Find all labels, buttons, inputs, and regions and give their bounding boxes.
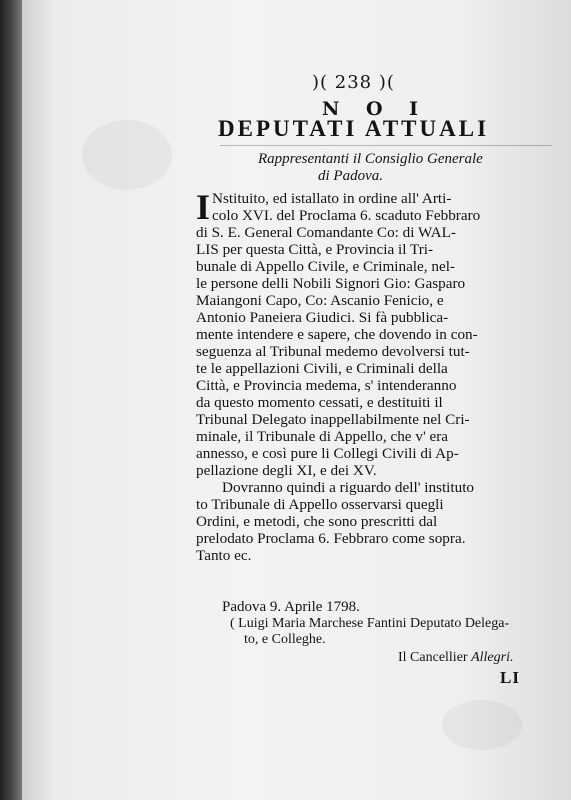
body-line: Maiangoni Capo, Co: Ascanio Fenicio, e xyxy=(196,292,444,309)
heading-noi: N O I xyxy=(322,98,429,120)
body-line: minale, il Tribunale di Appello, che v' era xyxy=(196,428,449,445)
signature-line-1: ( Luigi Maria Marchese Fantini Deputato Delega- xyxy=(230,616,510,631)
body-line: to Tribunale di Appello osservarsi quegli xyxy=(196,496,444,513)
body-line: annesso, e così pure li Collegi Civili di Ap- xyxy=(196,445,459,462)
body-line: Tribunal Delegato inappellabilmente nel Cri- xyxy=(196,411,470,428)
heading-rule xyxy=(220,145,552,146)
book-spine xyxy=(0,0,22,800)
page-stain xyxy=(82,120,172,190)
date-line: Padova 9. Aprile 1798. xyxy=(222,599,360,615)
body-line: Nstituito, ed istallato in ordine all' Arti- xyxy=(212,190,452,207)
body-line: Città, e Provincia medema, s' intenderanno xyxy=(196,377,457,394)
body-line: te le appellazioni Civili, e Criminali della xyxy=(196,360,448,377)
folio-signature: LI xyxy=(500,668,520,687)
page-stain xyxy=(442,700,522,750)
chancellor-signature xyxy=(398,650,513,666)
signature-line-2: to, e Colleghe. xyxy=(244,632,326,647)
body-line: prelodato Proclama 6. Febbraro come sopra. xyxy=(196,530,466,547)
chancellor-name: Allegri. xyxy=(471,650,514,665)
body-line: Tanto ec. xyxy=(196,547,252,564)
decree-body xyxy=(196,187,552,564)
body-line: di S. E. General Comandante Co: di WAL- xyxy=(196,224,456,241)
body-line: seguenza al Tribunal medemo devolversi tut- xyxy=(196,343,470,360)
body-line: da questo momento cessati, e destituiti il xyxy=(196,394,443,411)
chancellor-title: Il Cancellier xyxy=(398,650,468,665)
subheading-line-1: Rappresentanti il Consiglio Generale xyxy=(258,151,483,167)
body-line: Ordini, e metodi, che sono prescritti dal xyxy=(196,513,438,530)
body-line: le persone delli Nobili Signori Gio: Gasparo xyxy=(196,275,466,292)
heading-deputati: DEPUTATI ATTUALI xyxy=(218,116,490,141)
body-line: Antonio Paneiera Giudici. Si fà pubblica- xyxy=(196,309,449,326)
body-line: mente intendere e sapere, che dovendo in con- xyxy=(196,326,478,343)
body-line: LIS per questa Città, e Provincia il Tri- xyxy=(196,241,434,258)
body-line: Dovranno quindi a riguardo dell' instituto xyxy=(222,479,475,496)
page-number: )( 238 )( xyxy=(312,72,395,93)
drop-cap: I xyxy=(196,187,211,227)
body-line: bunale di Appello Civile, e Criminale, nel- xyxy=(196,258,455,275)
subheading-line-2: di Padova. xyxy=(318,168,383,184)
body-line: pellazione degli XI, e dei XV. xyxy=(196,462,377,479)
document-page xyxy=(22,0,571,800)
body-line: colo XVI. del Proclama 6. scaduto Febbraro xyxy=(212,207,481,224)
